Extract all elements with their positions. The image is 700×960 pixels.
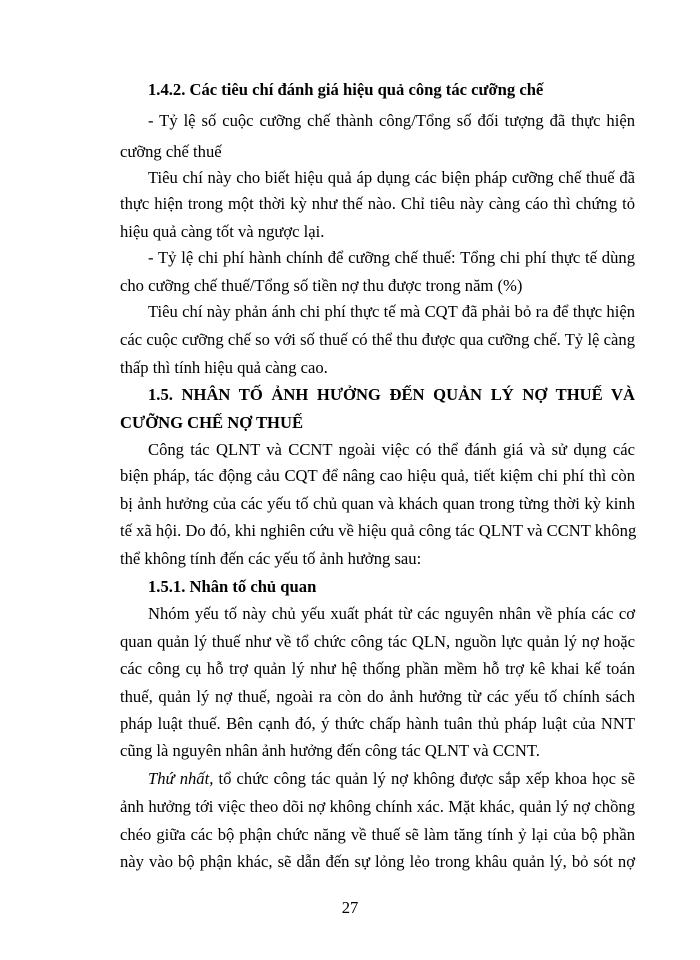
paragraph-line: Công tác QLNT và CCNT ngoài việc có thể đánh giá và sử dụng các [148,440,635,459]
paragraph-line: cũng là nguyên nhân ảnh hưởng đến công tác QLNT và CCNT. [120,741,540,760]
paragraph-line: bị ảnh hưởng của các yếu tố chủ quan và khách quan trong từng thời kỳ kinh [120,494,635,513]
paragraph-line: tế xã hội. Do đó, khi nghiên cứu về hiệu quả công tác QLNT và CCNT không [120,521,637,540]
paragraph-line: - Tỷ lệ chi phí hành chính để cưỡng chế thuế: Tổng chi phí thực tế dùng [148,248,635,267]
paragraph-line-first [148,769,635,789]
paragraph-line: chéo giữa các bộ phận chức năng về thuế sẽ làm tăng tính ỷ lại của bộ phần [120,825,635,844]
heading-1-4-2: 1.4.2. Các tiêu chí đánh giá hiệu quả công tác cưỡng chế [148,80,544,99]
emphasis-thu-nhat: Thứ nhất, [148,769,214,788]
paragraph-line: thể không tính đến các yếu tố ảnh hưởng sau: [120,549,422,568]
heading-1-5-line1: 1.5. NHÂN TỐ ẢNH HƯỞNG ĐẾN QUẢN LÝ NỢ THUẾ VÀ [148,385,635,404]
paragraph-line: biện pháp, tác động cảu CQT để nâng cao hiệu quả, tiết kiệm chi phí thì còn [120,466,635,485]
paragraph-line: hiệu quả càng tốt và ngược lại. [120,222,325,241]
paragraph-line: các cuộc cưỡng chế so với số thuế có thể thu được qua cưỡng chế. Tỷ lệ càng [120,330,635,349]
paragraph-line: này vào bộ phận khác, sẽ dẫn đến sự lỏng lẻo trong khâu quản lý, bỏ sót nợ [120,852,635,871]
heading-1-5-line2: CƯỠNG CHẾ NỢ THUẾ [120,413,304,432]
page-number: 27 [341,898,359,917]
paragraph-line: ảnh hưởng tới việc theo dõi nợ không chính xác. Mặt khác, quản lý nợ chồng [120,797,635,816]
heading-1-5-1: 1.5.1. Nhân tố chủ quan [148,577,317,596]
paragraph-line: Nhóm yếu tố này chủ yếu xuất phát từ các nguyên nhân về phía các cơ [148,604,635,623]
paragraph-line: cho cưỡng chế thuế/Tổng số tiền nợ thu được trong năm (%) [120,276,523,295]
paragraph-line: cưỡng chế thuế [120,142,222,161]
paragraph-line: pháp luật thuế. Bên cạnh đó, ý thức chấp hành tuân thủ pháp luật của NNT [120,714,635,733]
paragraph-line: thực hiện trong một thời kỳ như thế nào. Chỉ tiêu này càng cáo thì chứng tỏ [120,194,635,213]
paragraph-line: quan quản lý thuế như về tổ chức công tác QLN, nguồn lực quản lý nợ hoặc [120,632,635,651]
paragraph-line: Tiêu chí này cho biết hiệu quả áp dụng các biện pháp cưỡng chế thuế đã [148,168,635,187]
paragraph-line: thấp thì tính hiệu quả càng cao. [120,358,328,377]
paragraph-line: các công cụ hỗ trợ quản lý như hệ thống phần mềm hỗ trợ kê khai kế toán [120,659,635,678]
paragraph-line: thuế, quản lý nợ thuế, ngoài ra còn do ảnh hưởng từ các yếu tố chính sách [120,687,635,706]
paragraph-line: Tiêu chí này phản ánh chi phí thực tế mà CQT đã phải bỏ ra để thực hiện [148,302,635,321]
paragraph-line: - Tỷ lệ số cuộc cưỡng chế thành công/Tổng số đối tượng đã thực hiện [148,111,635,130]
paragraph-text: tổ chức công tác quản lý nợ không được sắp xếp khoa học sẽ [213,769,635,788]
